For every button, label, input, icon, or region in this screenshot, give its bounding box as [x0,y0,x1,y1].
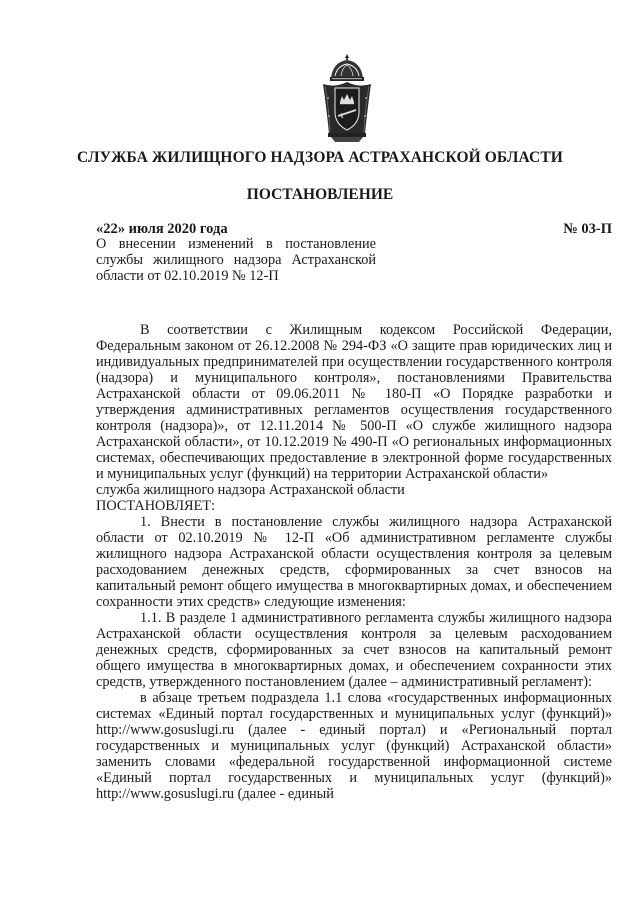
item-1-paragraph: 1. Внести в постановление службы жилищного надзора Астраханской области от 02.10.2019 № 12-П «Об административном регламенте службы жилищного надзора Астраханской области осуществления контроля за целевым расходованием денежных средств, сформированных за счет взносов на капитальный ремонт общего имущества в многоквартирных домах, и обеспечением сохранности этих средств» следующие изменения: [96,514,612,610]
preamble-paragraph: В соответствии с Жилищным кодексом Российской Федерации, Федеральным законом от 26.12.2008 № 294-ФЗ «О защите прав юридических лиц и индивидуальных предпринимателей при осуществлении государственного контроля (надзора) и муниципального контроля», постановлениями Правительства Астраханской области от 09.06.2011 № 180-П «О Порядке разработки и утверждения административных регламентов осуществления государственного контроля (надзора)», от 12.11.2014 № 500-П «О службе жилищного надзора Астраханской области», от 10.12.2019 № 490-П «О региональных информационных системах, обеспечивающих предоставление в электронной форме государственных и муниципальных услуг (функций) на территории Астраханской области» [96,322,612,482]
coat-of-arms-icon [319,52,375,144]
document-body [96,322,612,802]
document-date: «22» июля 2020 года [96,221,228,237]
document-type: ПОСТАНОВЛЕНИЕ [246,186,394,203]
decree-line: ПОСТАНОВЛЯЕТ: [96,498,216,514]
organization-name: СЛУЖБА ЖИЛИЩНОГО НАДЗОРА АСТРАХАНСКОЙ ОБЛАСТИ [77,149,563,166]
document-number: № 03-П [563,221,612,237]
item-1-1-paragraph: 1.1. В разделе 1 административного регламента службы жилищного надзора Астраханской области осуществления контроля за целевым расходованием денежных средств, сформированных за счет взносов на капитальный ремонт общего имущества в многоквартирных домах, и обеспечением сохранности этих средств, утвержденного постановлением (далее – административный регламент): [96,610,612,690]
item-1-1-a-paragraph: в абзаце третьем подраздела 1.1 слова «государственных информационных системах «Единый портал государственных и муниципальных услуг (функций)» http://www.gosuslugi.ru (далее - единый портал) и «Региональный портал государственных и муниципальных услуг (функций) Астраханской области» заменить словами «федеральной государственной информационной системе «Единый портал государственных и муниципальных услуг (функций)» http://www.gosuslugi.ru (далее - единый [96,690,612,802]
document-subject: О внесении изменений в постановление службы жилищного надзора Астраханской области от 02.10.2019 № 12-П [96,236,376,284]
issuer-line: служба жилищного надзора Астраханской области [96,482,405,498]
